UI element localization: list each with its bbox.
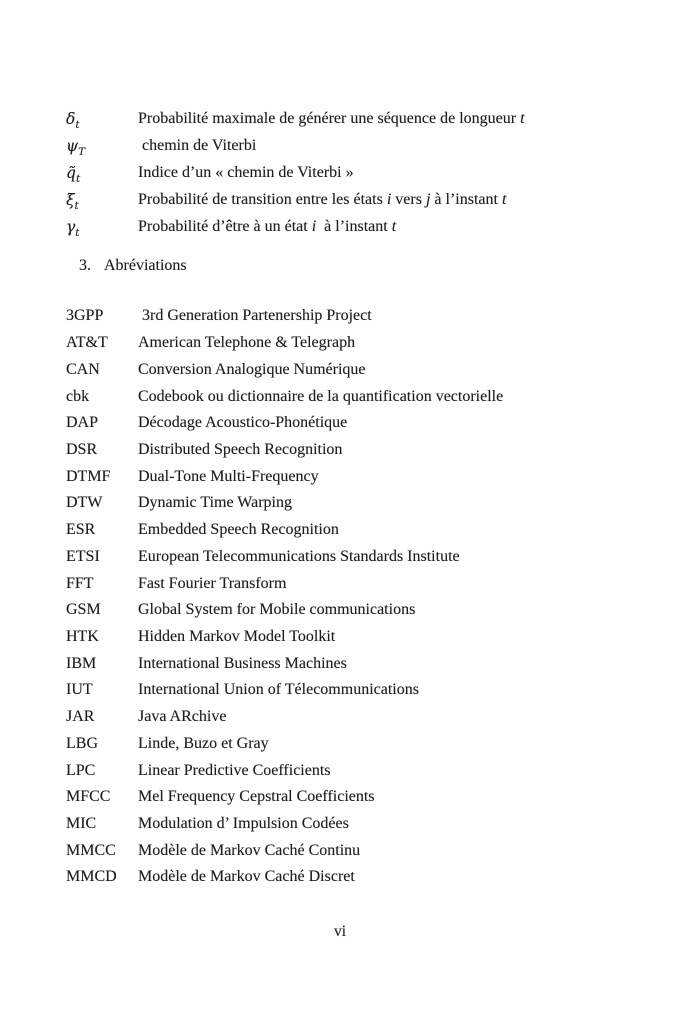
- italic-variable: t: [520, 110, 525, 128]
- abbreviation-row: [66, 731, 670, 758]
- symbol-definition: [138, 164, 354, 182]
- abbreviation-row: [66, 864, 670, 891]
- abbreviation-row: [66, 704, 670, 731]
- italic-variable: j: [425, 190, 431, 208]
- symbol-subscript: t: [75, 119, 80, 132]
- abbreviation-term: MIC: [66, 815, 97, 833]
- abbreviation-term: IBM: [66, 654, 97, 672]
- symbol-notation: [66, 110, 138, 132]
- symbol-subscript: t: [75, 226, 80, 239]
- symbol-base: δ: [66, 110, 76, 129]
- abbreviation-term: IUT: [66, 681, 93, 699]
- symbols-list: [66, 106, 670, 240]
- symbol-row: [66, 213, 670, 240]
- abbreviation-row: [66, 837, 670, 864]
- symbol-base: γ: [66, 217, 76, 236]
- definition-text: Probabilité d’être à un état: [138, 217, 312, 235]
- symbol-notation: [66, 190, 138, 212]
- abbreviation-definition: Mel Frequency Cepstral Coefficients: [138, 788, 375, 806]
- abbreviation-row: [66, 490, 670, 517]
- abbreviation-definition: 3rd Generation Partenership Project: [138, 307, 372, 325]
- definition-text: Indice d’un « chemin de Viterbi »: [138, 163, 354, 181]
- definition-text: chemin de Viterbi: [138, 137, 257, 155]
- abbreviation-row: [66, 410, 670, 437]
- abbreviation-row: [66, 330, 670, 357]
- italic-variable: i: [386, 190, 392, 208]
- abbreviation-term: 3GPP: [66, 307, 104, 325]
- abbreviation-definition: American Telephone & Telegraph: [138, 334, 356, 352]
- abbreviation-term: MMCD: [66, 868, 117, 886]
- abbreviation-row: [66, 437, 670, 464]
- abbreviation-definition: Conversion Analogique Numérique: [138, 360, 366, 378]
- abbreviation-row: [66, 677, 670, 704]
- symbol-base: ψ: [66, 137, 79, 156]
- abbreviation-definition: Fast Fourier Transform: [138, 574, 287, 592]
- abbreviation-term: GSM: [66, 601, 101, 619]
- abbreviation-definition: Hidden Markov Model Toolkit: [138, 627, 336, 645]
- abbreviation-row: [66, 463, 670, 490]
- symbol-row: [66, 186, 670, 213]
- abbreviation-row: [66, 570, 670, 597]
- abbreviation-term: DSR: [66, 440, 98, 458]
- abbreviation-definition: Modulation d’ Impulsion Codées: [138, 815, 349, 833]
- abbreviation-definition: Linde, Buzo et Gray: [138, 734, 269, 752]
- section-number: 3.: [79, 257, 91, 274]
- symbol-notation: [66, 137, 138, 159]
- abbreviation-term: LPC: [66, 761, 96, 779]
- symbol-definition: [138, 110, 525, 128]
- abbreviation-definition: Dual-Tone Multi-Frequency: [138, 467, 319, 485]
- abbreviation-row: [66, 356, 670, 383]
- abbreviation-term: ESR: [66, 521, 96, 539]
- abbreviation-definition: Java ARchive: [138, 708, 227, 726]
- abbreviation-definition: Dynamic Time Warping: [138, 494, 292, 512]
- abbreviation-term: MFCC: [66, 788, 111, 806]
- symbol-base: ξ: [66, 190, 75, 209]
- abbreviation-term: MMCC: [66, 841, 116, 859]
- abbreviation-definition: Embedded Speech Recognition: [138, 521, 339, 539]
- abbreviation-row: [66, 650, 670, 677]
- abbreviation-term: cbk: [66, 387, 90, 405]
- definition-text: à l’instant: [316, 217, 392, 235]
- section-heading: [79, 257, 187, 275]
- abbreviation-row: [66, 597, 670, 624]
- abbreviation-definition: Modèle de Markov Caché Continu: [138, 841, 361, 859]
- page-number: vi: [333, 923, 347, 940]
- abbreviation-definition: International Union of Télecommunications: [138, 681, 419, 699]
- abbreviation-term: LBG: [66, 734, 98, 752]
- symbol-notation: [66, 163, 138, 186]
- abbreviation-term: ETSI: [66, 547, 100, 565]
- definition-text: à l’instant: [430, 190, 502, 208]
- abbreviation-definition: International Business Machines: [138, 654, 347, 672]
- definition-text: Probabilité maximale de générer une séquence de longueur: [138, 110, 521, 128]
- italic-variable: t: [501, 190, 507, 208]
- symbol-definition: [138, 218, 396, 236]
- abbreviations-list: [66, 303, 670, 891]
- abbreviation-row: [66, 543, 670, 570]
- definition-text: vers: [391, 190, 426, 208]
- section-title: Abréviations: [104, 257, 187, 274]
- abbreviation-term: FFT: [66, 574, 94, 592]
- abbreviation-term: HTK: [66, 627, 99, 645]
- abbreviation-definition: Modèle de Markov Caché Discret: [138, 868, 355, 886]
- abbreviation-row: [66, 303, 670, 330]
- definition-text: Probabilité de transition entre les états: [138, 190, 387, 208]
- abbreviation-term: DTW: [66, 494, 103, 512]
- symbol-row: [66, 133, 670, 160]
- symbol-row: [66, 106, 670, 133]
- abbreviation-definition: Codebook ou dictionnaire de la quantification vectorielle: [138, 387, 504, 405]
- symbol-base: q̃: [66, 163, 76, 182]
- abbreviation-row: [66, 811, 670, 838]
- symbol-definition: [138, 191, 506, 209]
- abbreviation-row: [66, 624, 670, 651]
- symbol-row: [66, 160, 670, 187]
- symbol-subscript: T: [78, 146, 86, 159]
- symbol-notation: [66, 217, 138, 239]
- abbreviation-definition: Linear Predictive Coefficients: [138, 761, 331, 779]
- abbreviation-row: [66, 784, 670, 811]
- abbreviation-definition: Distributed Speech Recognition: [138, 440, 343, 458]
- abbreviation-term: JAR: [66, 708, 95, 726]
- abbreviation-term: DTMF: [66, 467, 111, 485]
- symbol-definition: [138, 137, 256, 155]
- italic-variable: i: [311, 217, 317, 235]
- abbreviation-definition: Décodage Acoustico-Phonétique: [138, 414, 348, 432]
- abbreviation-definition: European Telecommunications Standards Institute: [138, 547, 460, 565]
- symbol-subscript: t: [75, 173, 81, 186]
- symbol-subscript: t: [74, 199, 79, 212]
- abbreviation-row: [66, 757, 670, 784]
- abbreviation-term: DAP: [66, 414, 99, 432]
- abbreviation-definition: Global System for Mobile communications: [138, 601, 416, 619]
- abbreviation-row: [66, 517, 670, 544]
- abbreviation-term: AT&T: [66, 334, 108, 352]
- abbreviation-term: CAN: [66, 360, 100, 378]
- italic-variable: t: [391, 217, 397, 235]
- abbreviation-row: [66, 383, 670, 410]
